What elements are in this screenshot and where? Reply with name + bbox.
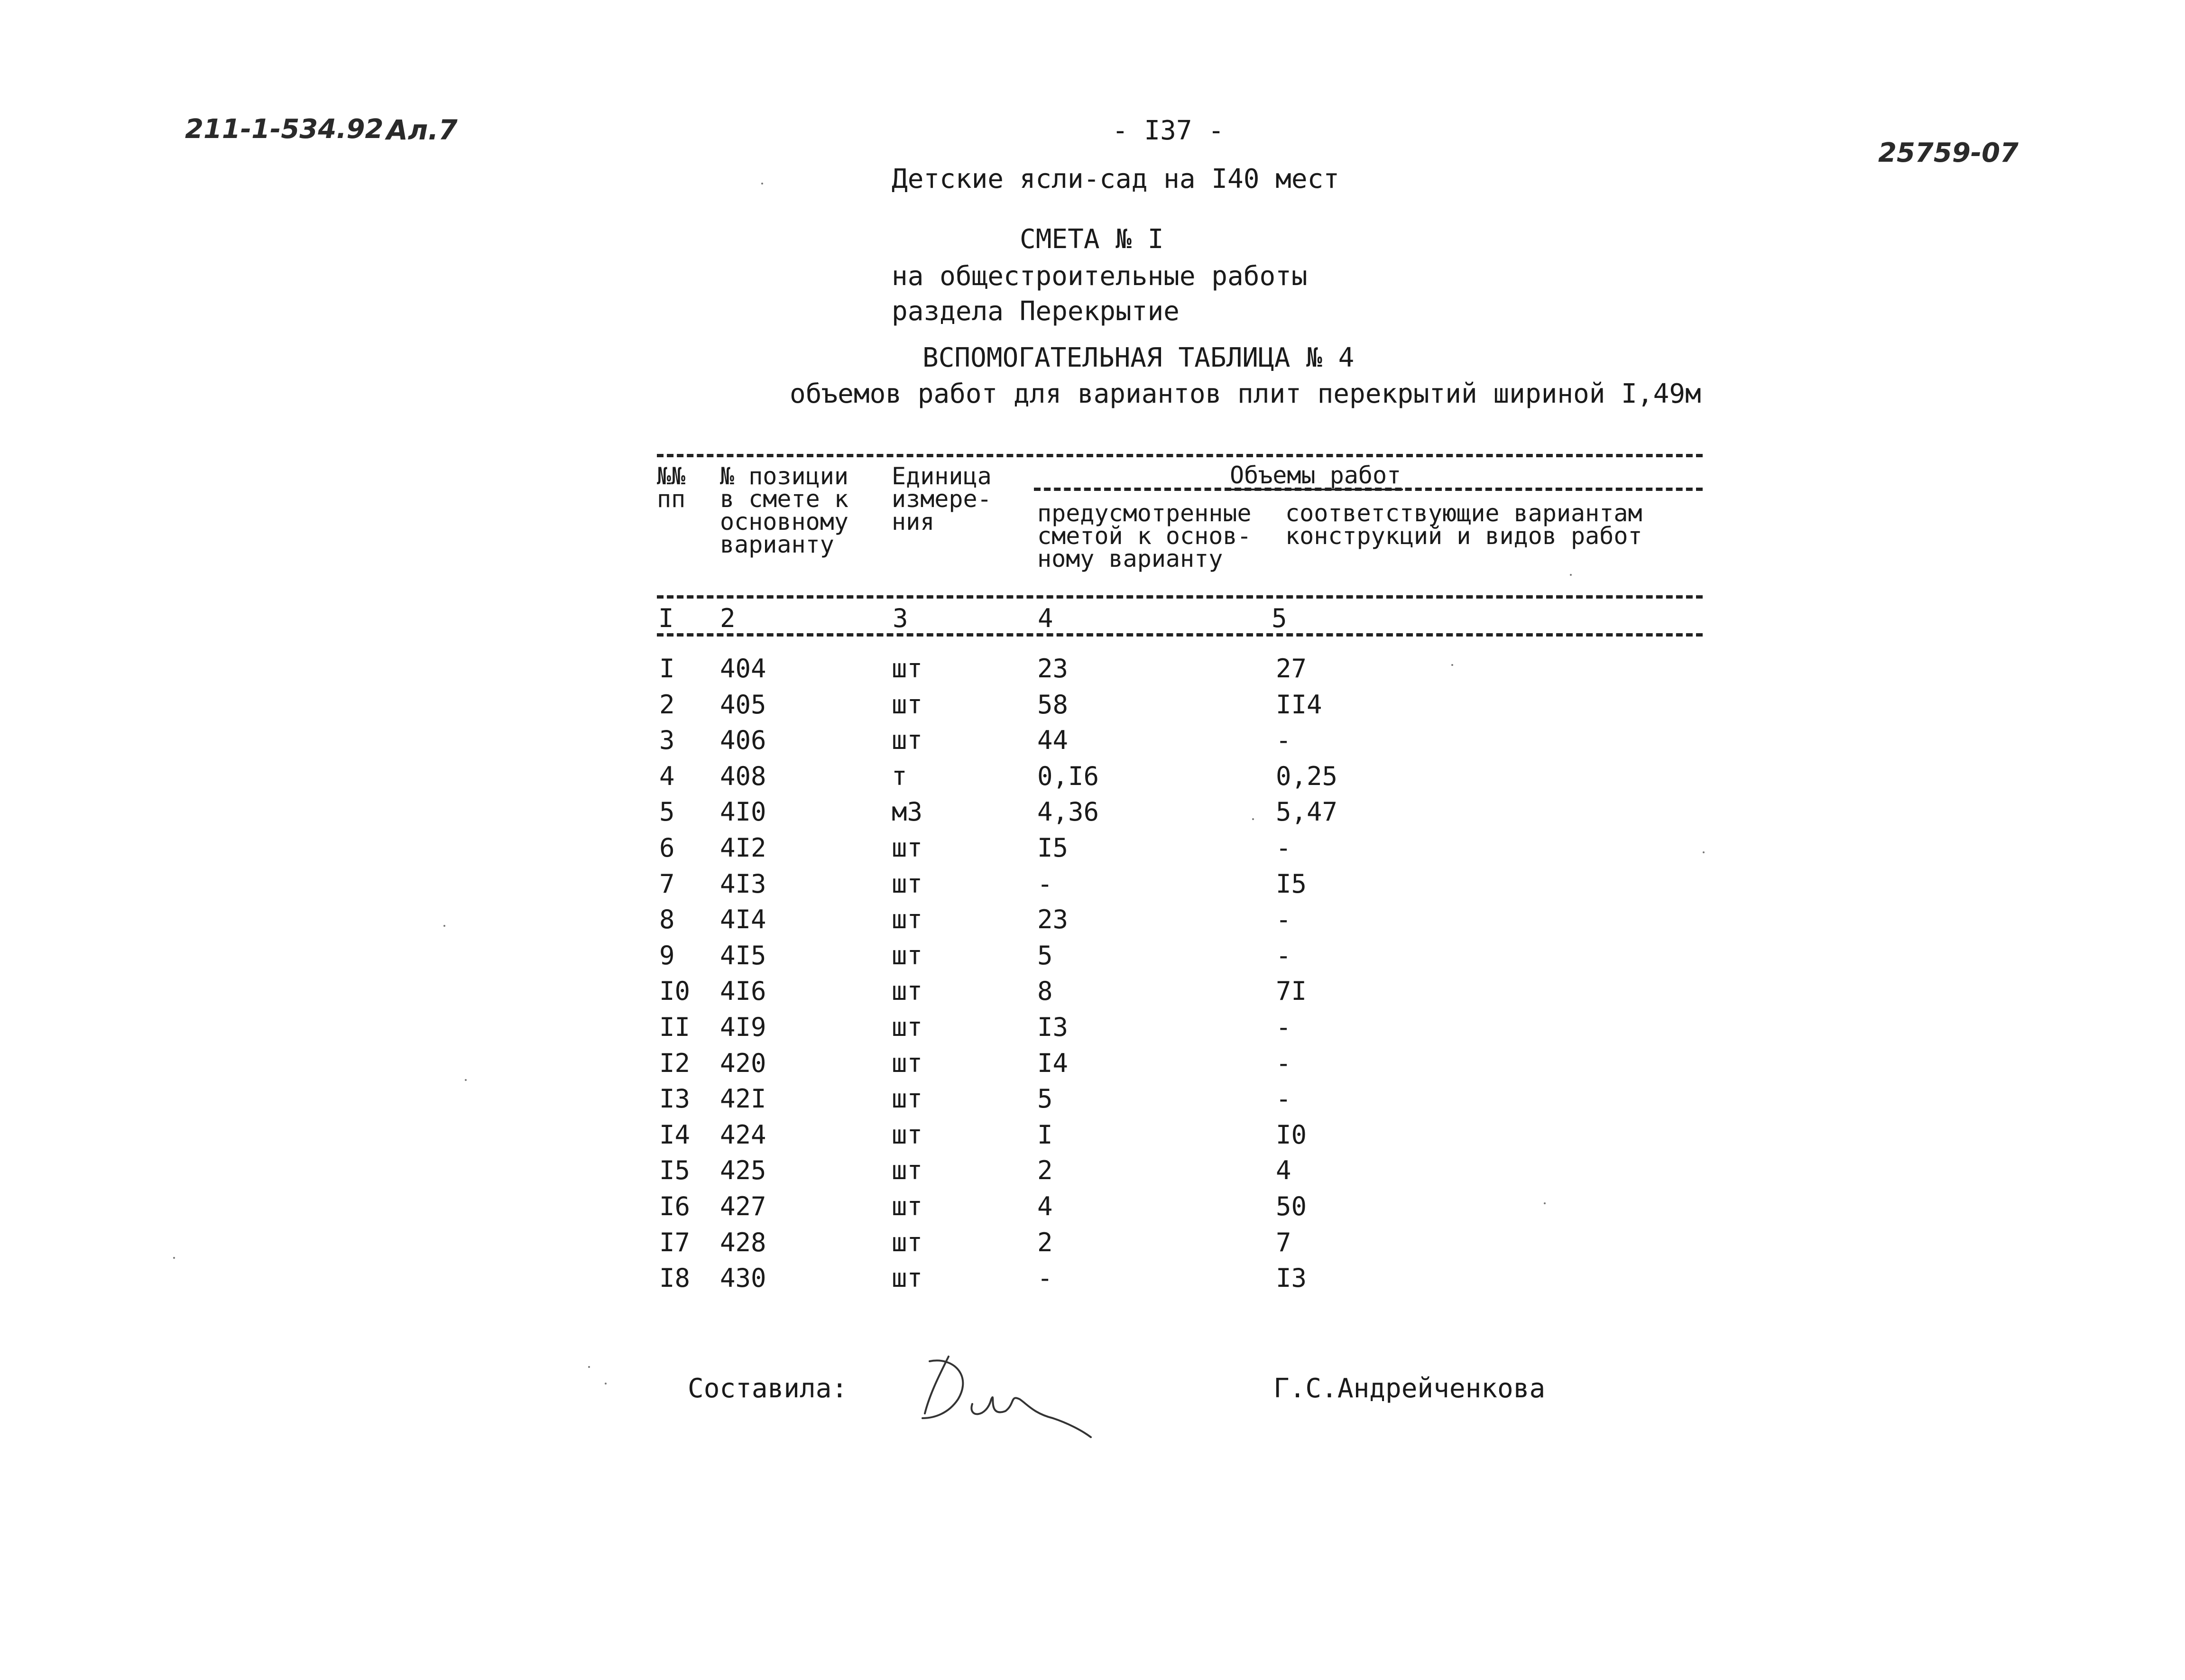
base-volume: 2	[1037, 1228, 1053, 1257]
base-volume: 44	[1037, 725, 1069, 755]
header-col4-line3: ному варианту	[1037, 545, 1223, 572]
row-number: II	[659, 1012, 691, 1042]
row-number: 7	[659, 869, 675, 899]
header-col5-line2: конструкций и видов работ	[1285, 522, 1642, 550]
compiled-by-label: Составила:	[688, 1373, 848, 1404]
position-number: 4I0	[720, 797, 766, 827]
album-number: Ал.7	[387, 114, 458, 146]
row-number: 4	[659, 761, 675, 791]
scan-speck	[1703, 851, 1705, 853]
row-number: 6	[659, 833, 675, 863]
estimate-title: СМЕТА № I	[1020, 224, 1164, 255]
header-col2-line4: варианту	[720, 531, 834, 558]
object-title: Детские ясли-сад на I40 мест	[892, 164, 1340, 194]
position-number: 408	[720, 761, 766, 791]
column-numbers-rule	[657, 633, 1703, 637]
column-number-3: 3	[890, 603, 911, 633]
column-number-5: 5	[1269, 603, 1290, 633]
variant-volume: -	[1276, 725, 1291, 755]
variant-volume: II4	[1276, 690, 1322, 720]
header-col2	[720, 462, 848, 558]
position-number: 425	[720, 1155, 766, 1185]
unit: шт	[892, 1228, 923, 1257]
estimate-subtitle-1: на общестроительные работы	[892, 261, 1308, 292]
variant-volume: -	[1276, 1048, 1291, 1078]
base-volume: 23	[1037, 654, 1069, 683]
unit: шт	[892, 690, 923, 720]
row-number: 5	[659, 797, 675, 827]
header-col2-line3: основному	[720, 508, 848, 535]
variant-volume: I0	[1276, 1120, 1307, 1150]
unit: шт	[892, 654, 923, 683]
variant-volume: I3	[1276, 1263, 1307, 1293]
header-col4-line2: сметой к основ-	[1037, 522, 1252, 550]
unit: м3	[892, 797, 923, 827]
unit: шт	[892, 1191, 923, 1221]
unit: шт	[892, 941, 923, 970]
variant-volume: -	[1276, 1012, 1291, 1042]
header-col4-line1: предусмотренные	[1037, 499, 1252, 527]
position-number: 406	[720, 725, 766, 755]
unit: шт	[892, 976, 923, 1006]
row-number: I3	[659, 1084, 691, 1114]
position-number: 428	[720, 1228, 766, 1257]
unit: шт	[892, 1048, 923, 1078]
scan-speck	[1544, 1202, 1546, 1204]
variant-volume: -	[1276, 1084, 1291, 1114]
base-volume: I	[1037, 1120, 1053, 1150]
position-number: 404	[720, 654, 766, 683]
variant-volume: 7I	[1276, 976, 1307, 1006]
scan-speck	[605, 1383, 607, 1385]
position-number: 4I3	[720, 869, 766, 899]
unit: шт	[892, 833, 923, 863]
position-number: 4I4	[720, 905, 766, 934]
base-volume: 8	[1037, 976, 1053, 1006]
scan-speck	[465, 1079, 467, 1081]
inventory-number: 25759-07	[1878, 138, 2019, 168]
header-col1-line1: №№	[657, 462, 686, 490]
position-number: 405	[720, 690, 766, 720]
position-number: 4I6	[720, 976, 766, 1006]
header-volumes-underline	[1230, 489, 1403, 490]
base-volume: 58	[1037, 690, 1069, 720]
row-number: I	[659, 654, 675, 683]
column-number-1: I	[658, 603, 677, 633]
variant-volume: 0,25	[1276, 761, 1338, 791]
header-col3-line2: измере-	[892, 485, 992, 513]
variant-volume: 4	[1276, 1155, 1291, 1185]
column-number-4: 4	[1035, 603, 1056, 633]
scan-speck	[443, 925, 445, 927]
aux-table-subtitle: объемов работ для вариантов плит перекрытий шириной I,49м	[790, 378, 1701, 409]
row-number: I7	[659, 1228, 691, 1257]
estimate-subtitle-2: раздела Перекрытие	[892, 296, 1180, 327]
row-number: I6	[659, 1191, 691, 1221]
row-number: I0	[659, 976, 691, 1006]
table-top-rule	[657, 454, 1703, 457]
compiler-name: Г.С.Андрейченкова	[1273, 1373, 1546, 1404]
base-volume: -	[1037, 869, 1053, 899]
header-col5	[1285, 499, 1642, 550]
header-col5-line1: соответствующие вариантам	[1285, 499, 1642, 527]
row-number: I8	[659, 1263, 691, 1293]
base-volume: 4,36	[1037, 797, 1099, 827]
header-col3	[892, 462, 992, 535]
variant-volume: 27	[1276, 654, 1307, 683]
row-number: 2	[659, 690, 675, 720]
scan-speck	[588, 1366, 590, 1368]
row-number: I5	[659, 1155, 691, 1185]
position-number: 4I9	[720, 1012, 766, 1042]
base-volume: 2	[1037, 1155, 1053, 1185]
header-col1-line2: пп	[657, 485, 686, 513]
scan-speck	[1252, 818, 1254, 820]
variant-volume: -	[1276, 833, 1291, 863]
position-number: 430	[720, 1263, 766, 1293]
row-number: I2	[659, 1048, 691, 1078]
unit: шт	[892, 725, 923, 755]
header-col1	[657, 462, 686, 513]
position-number: 420	[720, 1048, 766, 1078]
header-bottom-rule	[657, 595, 1703, 599]
scan-speck	[173, 1257, 175, 1259]
base-volume: 23	[1037, 905, 1069, 934]
signature	[920, 1347, 1100, 1442]
base-volume: 5	[1037, 941, 1053, 970]
row-number: 8	[659, 905, 675, 934]
column-number-2: 2	[717, 603, 738, 633]
position-number: 4I5	[720, 941, 766, 970]
header-col4	[1037, 499, 1252, 572]
scan-speck	[1451, 664, 1453, 666]
variant-volume: 7	[1276, 1228, 1291, 1257]
variant-volume: 5,47	[1276, 797, 1338, 827]
variant-volume: I5	[1276, 869, 1307, 899]
scan-speck	[761, 183, 763, 185]
unit: шт	[892, 1120, 923, 1150]
unit: т	[892, 761, 907, 791]
header-col3-line3: ния	[892, 508, 935, 535]
aux-table-title: ВСПОМОГАТЕЛЬНАЯ ТАБЛИЦА № 4	[922, 342, 1355, 373]
base-volume: 4	[1037, 1191, 1053, 1221]
unit: шт	[892, 1012, 923, 1042]
position-number: 42I	[720, 1084, 766, 1114]
base-volume: I4	[1037, 1048, 1069, 1078]
page-number: - I37 -	[1112, 115, 1225, 146]
base-volume: -	[1037, 1263, 1053, 1293]
unit: шт	[892, 1263, 923, 1293]
header-col2-line1: № позиции	[720, 462, 848, 490]
row-number: I4	[659, 1120, 691, 1150]
unit: шт	[892, 1084, 923, 1114]
variant-volume: -	[1276, 905, 1291, 934]
header-volumes: Объемы работ	[1226, 464, 1405, 487]
base-volume: 0,I6	[1037, 761, 1099, 791]
base-volume: I5	[1037, 833, 1069, 863]
document-code: 211-1-534.92	[185, 114, 384, 145]
variant-volume: -	[1276, 941, 1291, 970]
row-number: 9	[659, 941, 675, 970]
unit: шт	[892, 905, 923, 934]
base-volume: I3	[1037, 1012, 1069, 1042]
position-number: 4I2	[720, 833, 766, 863]
header-col3-line1: Единица	[892, 462, 992, 490]
row-number: 3	[659, 725, 675, 755]
position-number: 424	[720, 1120, 766, 1150]
variant-volume: 50	[1276, 1191, 1307, 1221]
position-number: 427	[720, 1191, 766, 1221]
header-col2-line2: в смете к	[720, 485, 848, 513]
base-volume: 5	[1037, 1084, 1053, 1114]
scan-speck	[1570, 574, 1572, 576]
unit: шт	[892, 869, 923, 899]
unit: шт	[892, 1155, 923, 1185]
